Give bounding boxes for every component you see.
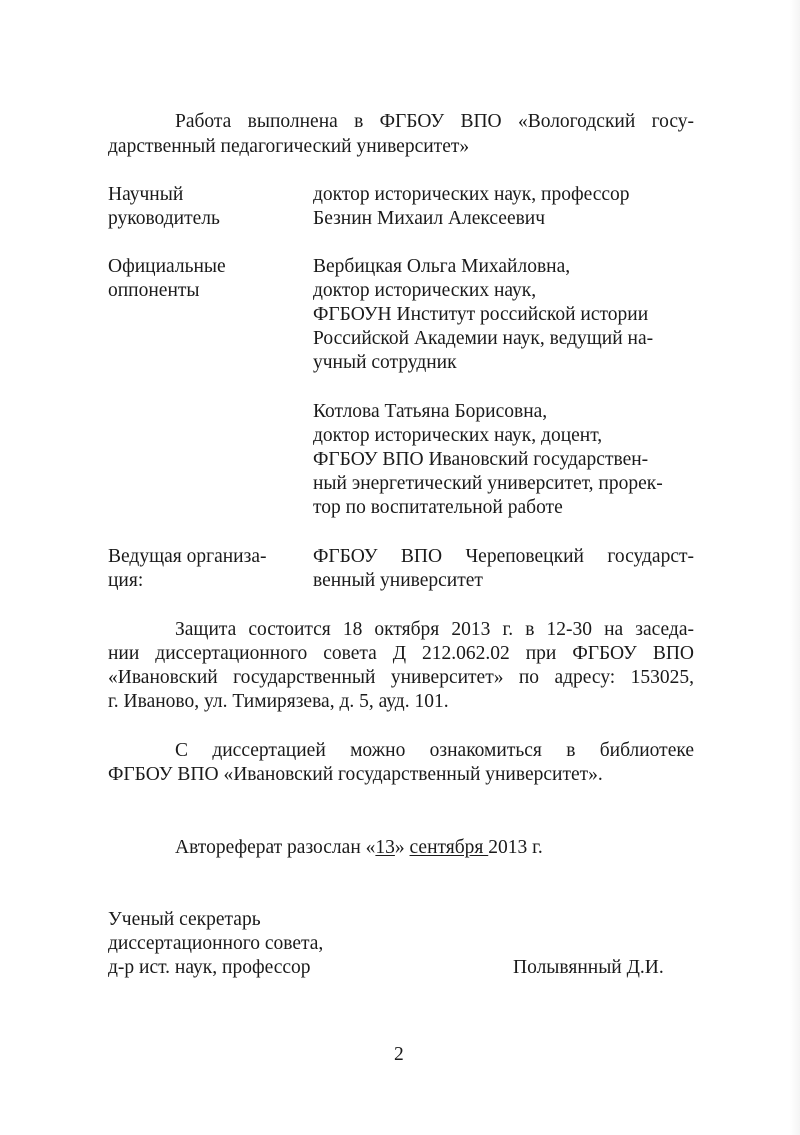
supervisor-value-1: доктор исторических наук, профессор <box>313 184 630 205</box>
opponent2-line-5: тор по воспитательной работе <box>313 497 563 518</box>
defense-line-4: г. Иваново, ул. Тимирязева, д. 5, ауд. 101. <box>108 691 449 712</box>
defense-line-2: нии диссертационного совета Д 212.062.02 при ФГБОУ ВПО <box>108 643 694 664</box>
defense-line-3: «Ивановский государственный университет» по адресу: 153025, <box>108 667 694 688</box>
opponent1-line-2: доктор исторических наук, <box>313 280 537 301</box>
secretary-label-3: д-р ист. наук, профессор <box>108 957 311 978</box>
opponent1-line-3: ФГБОУН Институт российской истории <box>313 304 649 325</box>
secretary-label-2: диссертационного совета, <box>108 933 324 954</box>
secretary-name: Полывянный Д.И. <box>513 957 664 978</box>
opponent2-line-3: ФГБОУ ВПО Ивановский государствен- <box>313 449 649 470</box>
sent-date-line <box>175 836 543 859</box>
sent-day: 13 <box>375 837 395 858</box>
intro-line-2: дарственный педагогический университет» <box>108 136 470 157</box>
sent-year: 2013 г. <box>488 837 543 858</box>
sent-month: сентября <box>409 837 489 858</box>
sent-prefix: Автореферат разослан « <box>175 837 376 858</box>
opponent2-line-2: доктор исторических наук, доцент, <box>313 425 603 446</box>
scan-edge-shadow <box>790 0 800 1135</box>
supervisor-label-2: руководитель <box>108 208 220 229</box>
page-number: 2 <box>394 1044 404 1065</box>
opponent1-line-1: Вербицкая Ольга Михайловна, <box>313 256 571 277</box>
opponent2-line-4: ный энергетический университет, прорек- <box>313 473 663 494</box>
defense-line-1: Защита состоится 18 октября 2013 г. в 12-30 на заседа- <box>175 619 694 640</box>
opponents-label-2: оппоненты <box>108 280 200 301</box>
leading-org-value-2: венный университет <box>313 570 483 591</box>
library-line-1: С диссертацией можно ознакомиться в библиотеке <box>175 740 694 761</box>
sent-mid: » <box>394 837 410 858</box>
library-line-2: ФГБОУ ВПО «Ивановский государственный университет». <box>108 764 603 785</box>
supervisor-name: Безнин Михаил Алексеевич <box>313 208 546 229</box>
leading-org-label-2: ция: <box>108 570 144 591</box>
secretary-label-1: Ученый секретарь <box>108 909 261 930</box>
supervisor-label-1: Научный <box>108 184 184 205</box>
opponents-label-1: Официальные <box>108 256 226 277</box>
leading-org-label-1: Ведущая организа- <box>108 546 267 567</box>
opponent2-line-1: Котлова Татьяна Борисовна, <box>313 401 548 422</box>
intro-line-1: Работа выполнена в ФГБОУ ВПО «Вологодский госу- <box>175 111 694 132</box>
leading-org-value-1: ФГБОУ ВПО Череповецкий государст- <box>313 546 694 567</box>
opponent1-line-5: учный сотрудник <box>313 352 457 373</box>
opponent1-line-4: Российской Академии наук, ведущий на- <box>313 328 654 349</box>
